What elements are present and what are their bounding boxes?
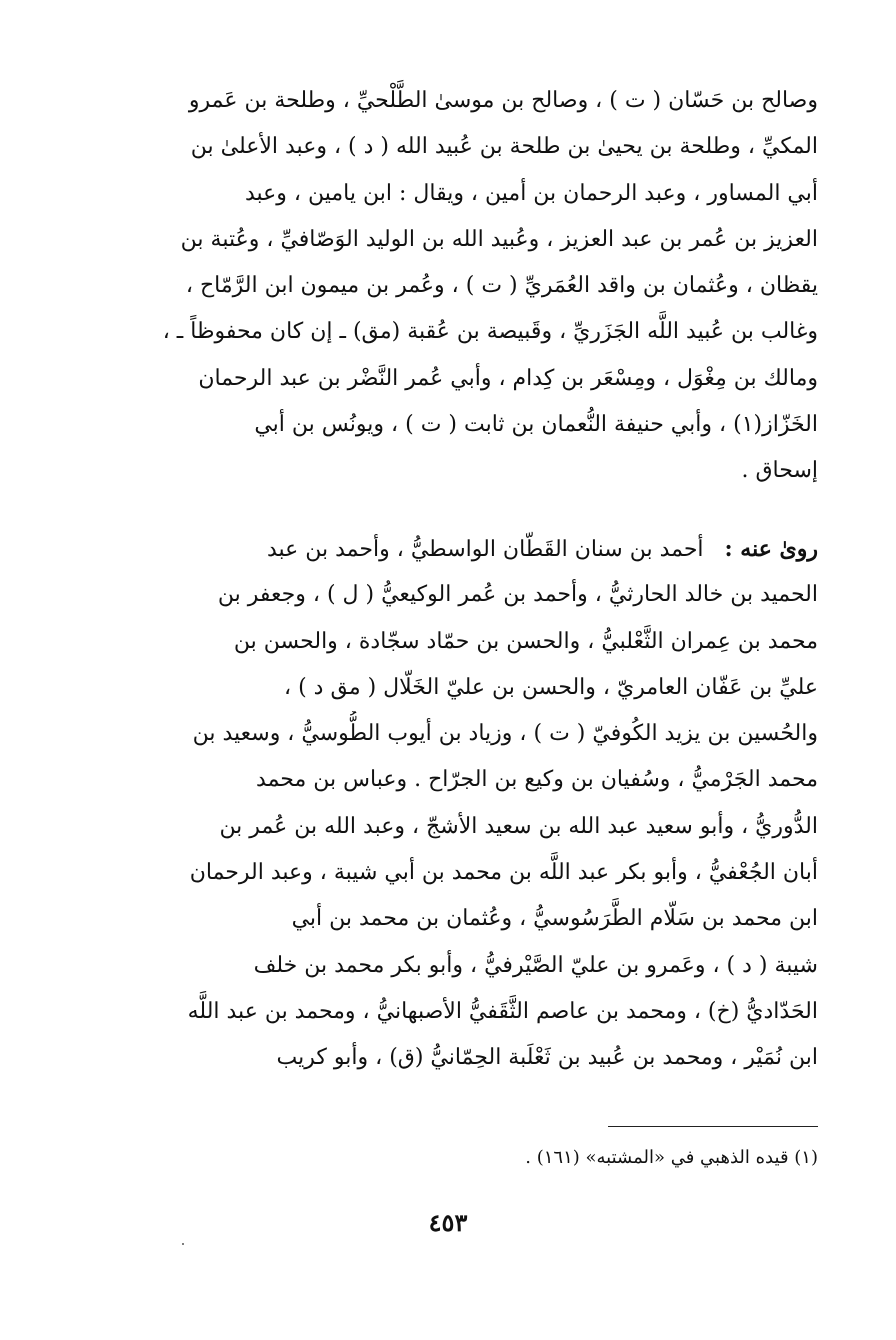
text-line: محمد الجَرْميُّ ، وسُفيان بن وكيع بن الجرّاح . وعباس بن محمد xyxy=(256,767,818,793)
text-line: ومالك بن مِغْوَل ، ومِسْعَر بن كِدام ، وأبي عُمر النَّضْر بن عبد الرحمان xyxy=(198,365,818,391)
text-line: أبان الجُعْفيُّ ، وأبو بكر عبد اللَّه بن محمد بن أبي شيبة ، وعبد الرحمان xyxy=(189,860,818,886)
text-line-rest: أحمد بن سنان القَطّان الواسطيُّ ، وأحمد بن عبد xyxy=(266,537,704,562)
text-line: ابن محمد بن سَلّام الطَّرَسُوسيُّ ، وعُثمان بن محمد بن أبي xyxy=(291,906,818,932)
footnote: (١) قيده الذهبي في «المشتبه» (١٦١) . xyxy=(525,1147,818,1168)
text-line: ابن نُمَيْر ، ومحمد بن عُبيد بن ثَعْلَبة الحِمّانيُّ (ق) ، وأبو كريب xyxy=(276,1045,818,1071)
text-line: يقظان ، وعُثمان بن واقد العُمَريِّ ( ت ) ، وعُمر بن ميمون ابن الرَّمّاح ، xyxy=(185,273,818,299)
paragraph-teachers xyxy=(118,78,818,495)
text-line: وصالح بن حَسّان ( ت ) ، وصالح بن موسىٰ الطَّلْحيِّ ، وطلحة بن عَمرو xyxy=(188,88,818,113)
text-line: وغالب بن عُبيد اللَّه الجَزَريِّ ، وقَبيصة بن عُقبة (مق) ـ إن كان محفوظاً ـ ، xyxy=(162,319,818,345)
text-line: إسحاق . xyxy=(741,458,818,484)
scan-speck xyxy=(182,1243,184,1245)
text-line: الحَدّاديُّ (خ) ، ومحمد بن عاصم الثَّقَفيُّ الأصبهانيُّ ، ومحمد بن عبد اللَّه xyxy=(187,998,818,1024)
text-line: الحميد بن خالد الحارثيُّ ، وأحمد بن عُمر الوكيعيُّ ( ل ) ، وجعفر بن xyxy=(217,582,818,608)
text-line: عليِّ بن عَفّان العامريّ ، والحسن بن عليّ الخَلّال ( مق د ) ، xyxy=(284,674,818,700)
page-number: ٤٥٣ xyxy=(428,1208,468,1237)
text-line: الدُّوريُّ ، وأبو سعيد عبد الله بن سعيد الأشجّ ، وعبد الله بن عُمر بن xyxy=(219,813,818,839)
text-line: العزيز بن عُمر بن عبد العزيز ، وعُبيد الله بن الوليد الوَصّافيِّ ، وعُتبة بن xyxy=(180,226,818,252)
text-line-first xyxy=(118,526,818,572)
footnote-divider xyxy=(608,1126,818,1127)
text-line: المكيِّ ، وطلحة بن يحيىٰ بن طلحة بن عُبيد الله ( د ) ، وعبد الأعلىٰ بن xyxy=(190,134,818,160)
paragraph-students xyxy=(118,526,818,1082)
text-line: الخَزّاز(١) ، وأبي حنيفة النُّعمان بن ثابت ( ت ) ، ويونُس بن أبي xyxy=(254,412,818,438)
text-line: أبي المساور ، وعبد الرحمان بن أمين ، ويقال : ابن يامين ، وعبد xyxy=(244,180,818,206)
text-line: محمد بن عِمران الثَّعْلبيُّ ، والحسن بن حمّاد سجّادة ، والحسن بن xyxy=(233,628,818,654)
text-line: والحُسين بن يزيد الكُوفيّ ( ت ) ، وزياد بن أيوب الطُّوسيُّ ، وسعيد بن xyxy=(192,721,818,747)
text-line: شيبة ( د ) ، وعَمرو بن عليّ الصَّيْرفيُّ ، وأبو بكر محمد بن خلف xyxy=(253,952,818,978)
section-lead: روىٰ عنه : xyxy=(724,536,818,562)
